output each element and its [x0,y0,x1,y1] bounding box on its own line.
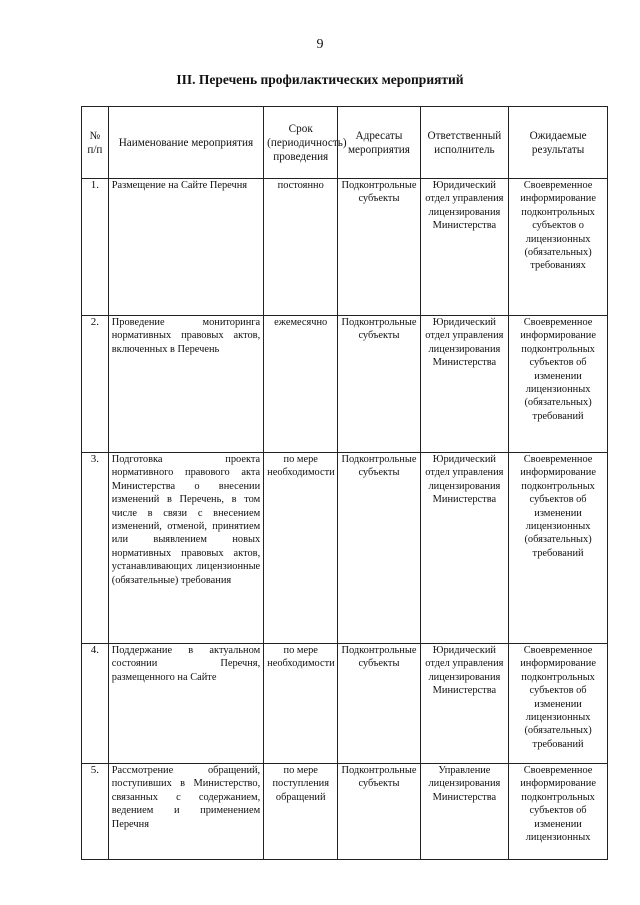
table-header-row [82,107,608,179]
row-number: 3. [82,453,109,644]
header-addressees: Адресаты мероприятия [338,107,420,179]
measure-name: Подготовка проекта нормативного правового акта Министерства о внесении изменений в Перечень, в том числе в связи с внесением изменений, отменой, принятием или выявлением новых нормативных правовых актов, устанавливающих лицензионные (обязательные) требования [108,453,263,644]
table-row [82,644,608,764]
measure-results: Своевременное информирование подконтрольных субъектов об изменении лицензионных [509,764,608,860]
page-number: 9 [316,37,324,52]
measure-name: Проведение мониторинга нормативных правовых актов, включенных в Перечень [108,316,263,453]
measure-results: Своевременное информирование подконтрольных субъектов об изменении лицензионных (обязательных) требований [509,453,608,644]
header-responsible: Ответственный исполнитель [420,107,509,179]
header-term: Срок (периодичность) проведения [264,107,338,179]
measure-responsible: Управление лицензирования Министерства [420,764,509,860]
measure-addressees: Подконтрольные субъекты [338,644,420,764]
measure-term: ежемесячно [264,316,338,453]
measure-results: Своевременное информирование подконтрольных субъектов о лицензионных (обязательных) требованиях [509,179,608,316]
row-number: 5. [82,764,109,860]
measure-term: по мере необходимости [264,453,338,644]
measure-responsible: Юридический отдел управления лицензирования Министерства [420,316,509,453]
measure-term: по мере необходимости [264,644,338,764]
header-num: № п/п [82,107,109,179]
measure-addressees: Подконтрольные субъекты [338,316,420,453]
measure-results: Своевременное информирование подконтрольных субъектов об изменении лицензионных (обязательных) требований [509,644,608,764]
measure-addressees: Подконтрольные субъекты [338,179,420,316]
measure-name: Рассмотрение обращений, поступивших в Министерство, связанных с содержанием, ведением и применением Перечня [108,764,263,860]
section-title: III. Перечень профилактических мероприятий [176,72,464,87]
measure-responsible: Юридический отдел управления лицензирования Министерства [420,179,509,316]
measure-responsible: Юридический отдел управления лицензирования Министерства [420,453,509,644]
measure-responsible: Юридический отдел управления лицензирования Министерства [420,644,509,764]
table-row [82,453,608,644]
header-results: Ожидаемые результаты [509,107,608,179]
row-number: 2. [82,316,109,453]
measure-addressees: Подконтрольные субъекты [338,453,420,644]
measure-name: Размещение на Сайте Перечня [108,179,263,316]
measure-term: постоянно [264,179,338,316]
row-number: 4. [82,644,109,764]
measures-table [81,106,608,860]
measure-results: Своевременное информирование подконтрольных субъектов об изменении лицензионных (обязательных) требований [509,316,608,453]
measure-term: по мере поступления обращений [264,764,338,860]
header-name: Наименование мероприятия [108,107,263,179]
table-row [82,179,608,316]
measure-name: Поддержание в актуальном состоянии Перечня, размещенного на Сайте [108,644,263,764]
measure-addressees: Подконтрольные субъекты [338,764,420,860]
row-number: 1. [82,179,109,316]
table-row [82,764,608,860]
table-row [82,316,608,453]
